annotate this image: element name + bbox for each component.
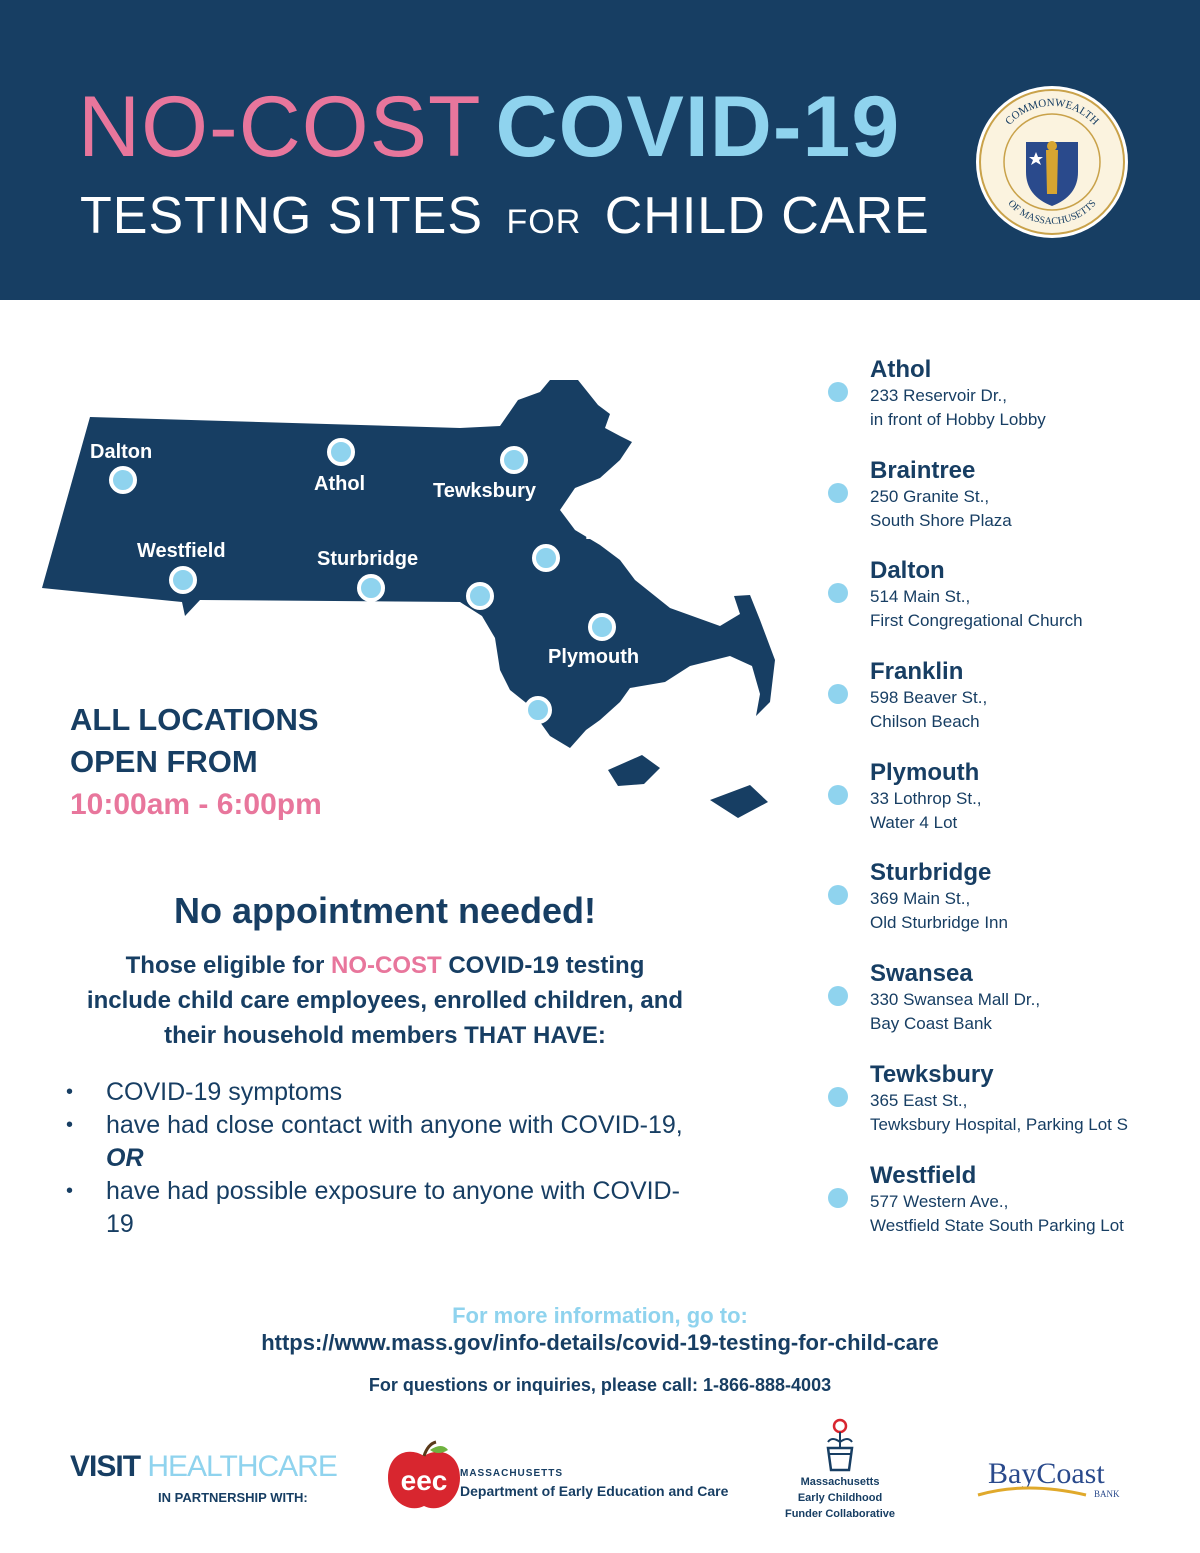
bullet-item — [66, 1175, 706, 1241]
location-address: 365 East St., — [870, 1090, 968, 1110]
baycoast-bank-logo — [976, 1455, 1136, 1505]
map-pin-plymouth[interactable] — [590, 615, 614, 639]
map-pin-braintree[interactable] — [534, 546, 558, 570]
subtitle-testing-sites: TESTING SITES — [80, 187, 484, 245]
map-vineyard-shape — [608, 755, 660, 786]
map-label-athol: Athol — [314, 473, 366, 495]
location-item — [828, 457, 1188, 558]
hours-line-1: ALL LOCATIONS — [70, 702, 319, 737]
map-pin-swansea[interactable] — [526, 698, 550, 722]
mecfc-line1: Massachusetts — [800, 1476, 880, 1488]
location-dot-icon — [828, 885, 848, 905]
map-label-tewksbury: Tewksbury — [433, 480, 536, 502]
map-pin-athol[interactable] — [329, 440, 353, 464]
map-label-franklin: Franklin — [387, 619, 465, 641]
map-pin-westfield[interactable] — [171, 568, 195, 592]
massachusetts-seal-icon — [974, 84, 1130, 240]
map-nantucket-shape — [710, 785, 768, 818]
location-dot-icon — [828, 382, 848, 402]
eligible-text-c: include child care employees, enrolled children, and — [86, 987, 684, 1014]
map-pin-sturbridge[interactable] — [359, 576, 383, 600]
visit-logo-text-b: HEALTHCARE — [147, 1450, 337, 1483]
location-dot-icon — [828, 684, 848, 704]
flower-pot-icon — [822, 1418, 858, 1474]
title-nocost: NO-COST — [78, 79, 482, 175]
locations-list — [828, 356, 1188, 1262]
hours-time: 10:00am - 6:00pm — [70, 788, 322, 821]
location-item — [828, 859, 1188, 960]
location-item — [828, 1162, 1188, 1263]
bullet-item — [66, 1109, 706, 1175]
seal-text-bottom: OF MASSACHUSETTS — [1005, 198, 1099, 228]
eligibility-text — [70, 948, 700, 1053]
location-dot-icon — [828, 986, 848, 1006]
location-address: 514 Main St., — [870, 587, 971, 607]
location-address: 577 Western Ave., — [870, 1191, 1009, 1211]
location-address: 369 Main St., — [870, 889, 971, 909]
location-item — [828, 960, 1188, 1061]
mecfc-logo-text — [770, 1474, 910, 1522]
more-info-label: For more information, go to: — [452, 1303, 748, 1328]
bullet-text: COVID-19 symptoms — [106, 1078, 343, 1106]
location-item — [828, 658, 1188, 759]
location-detail: Water 4 Lot — [870, 812, 958, 832]
eligible-text-d: their household members THAT HAVE: — [164, 1022, 606, 1049]
location-name: Westfield — [870, 1161, 977, 1189]
location-name: Tewksbury — [870, 1060, 994, 1088]
map-label-dalton: Dalton — [90, 441, 153, 463]
location-detail: in front of Hobby Lobby — [870, 410, 1046, 429]
location-detail: Bay Coast Bank — [870, 1014, 992, 1034]
location-detail: Westfield State South Parking Lot — [870, 1215, 1124, 1235]
location-detail: Old Sturbridge Inn — [870, 913, 1008, 933]
location-item — [828, 1061, 1188, 1162]
eligible-nocost: NO-COST — [331, 952, 442, 979]
location-dot-icon — [828, 583, 848, 603]
location-detail: Chilson Beach — [870, 712, 980, 732]
baycoast-sub-text: BANK — [1094, 1489, 1120, 1499]
subtitle-for: FOR — [506, 203, 582, 241]
visit-healthcare-logo — [70, 1450, 337, 1484]
subtitle-child-care: CHILD CARE — [604, 187, 930, 245]
eligibility-bullets — [66, 1076, 706, 1241]
info-url-link[interactable]: https://www.mass.gov/info-details/covid-19-testing-for-child-care — [261, 1330, 939, 1355]
title-covid: COVID-19 — [495, 79, 901, 175]
mecfc-line2: Early Childhood — [797, 1492, 883, 1504]
subtitle — [80, 186, 930, 246]
phone-contact: For questions or inquiries, please call: 1-866-888-4003 — [368, 1375, 832, 1395]
map-label-braintree: Braintree — [585, 522, 673, 544]
map-pin-tewksbury[interactable] — [502, 448, 526, 472]
eec-mark-text: eec — [400, 1465, 448, 1496]
eec-apple-logo-icon — [384, 1440, 464, 1514]
location-address: 330 Swansea Mall Dr., — [870, 990, 1041, 1010]
location-name: Plymouth — [870, 758, 980, 786]
eligible-text-a: Those eligible for — [125, 952, 325, 979]
eec-text-line1: MASSACHUSETTS — [460, 1468, 564, 1479]
bullet-or: OR — [106, 1144, 144, 1172]
mecfc-line3: Funder Collaborative — [784, 1508, 896, 1520]
location-detail: Tewksbury Hospital, Parking Lot S — [870, 1114, 1128, 1134]
hours-line-2: OPEN FROM — [70, 744, 258, 779]
partnership-label: IN PARTNERSHIP WITH: — [158, 1490, 308, 1505]
map-label-westfield: Westfield — [137, 540, 226, 562]
location-name: Sturbridge — [870, 859, 992, 887]
bullet-text: have had possible exposure to anyone with COVID-19 — [106, 1177, 680, 1238]
no-appointment-heading: No appointment needed! — [174, 890, 596, 931]
location-dot-icon — [828, 785, 848, 805]
map-label-plymouth: Plymouth — [548, 646, 640, 668]
location-address: 233 Reservoir Dr., — [870, 386, 1007, 405]
location-dot-icon — [828, 1087, 848, 1107]
location-name: Braintree — [870, 456, 976, 484]
seal-text-top: COMMONWEALTH — [1003, 96, 1101, 128]
eligible-text-b: COVID-19 testing — [448, 952, 645, 979]
location-address: 598 Beaver St., — [870, 688, 988, 708]
location-item — [828, 557, 1188, 658]
location-name: Franklin — [870, 658, 964, 686]
location-dot-icon — [828, 483, 848, 503]
location-name: Athol — [870, 356, 932, 383]
visit-logo-text-a: VISIT — [70, 1450, 141, 1483]
location-detail: South Shore Plaza — [870, 510, 1012, 530]
location-name: Dalton — [870, 557, 945, 585]
location-address: 250 Granite St., — [870, 486, 990, 506]
location-name: Swansea — [870, 960, 973, 988]
location-address: 33 Lothrop St., — [870, 788, 982, 808]
bullet-item — [66, 1076, 706, 1109]
eec-text-line2: Department of Early Education and Care — [460, 1483, 729, 1499]
location-detail: First Congregational Church — [870, 611, 1083, 631]
location-item — [828, 759, 1188, 860]
main-title — [78, 78, 900, 177]
location-dot-icon — [828, 1188, 848, 1208]
map-pin-dalton[interactable] — [111, 468, 135, 492]
baycoast-text: BayCoast — [988, 1457, 1105, 1490]
map-pin-franklin[interactable] — [468, 584, 492, 608]
map-label-swansea: Swansea — [432, 711, 518, 733]
map-label-sturbridge: Sturbridge — [317, 548, 419, 570]
bullet-text: have had close contact with anyone with COVID-19, — [106, 1111, 683, 1139]
location-item — [828, 356, 1188, 457]
